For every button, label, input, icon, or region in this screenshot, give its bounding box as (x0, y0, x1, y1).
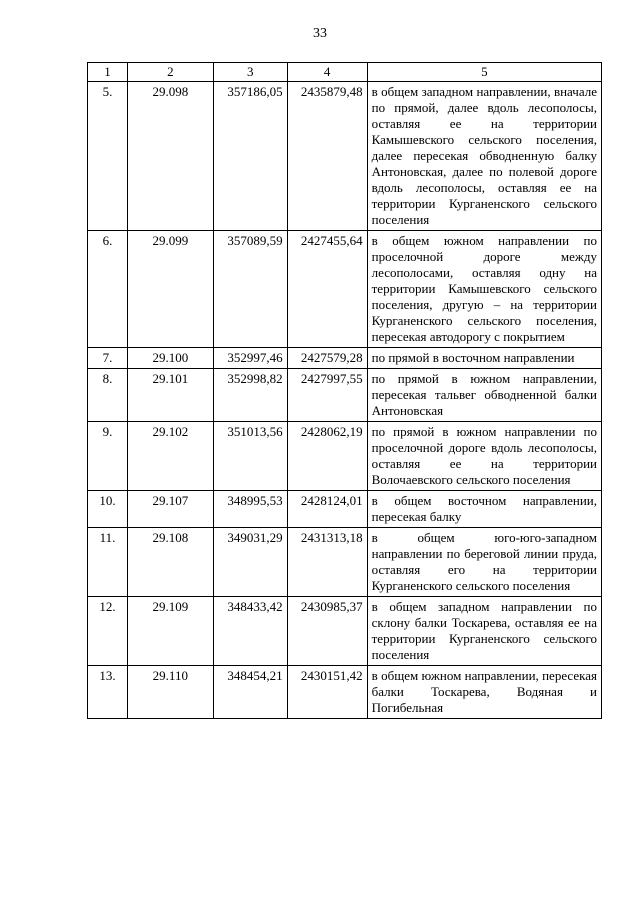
coordinate-y-cell: 2427997,55 (287, 369, 367, 422)
row-number-cell: 7. (88, 348, 128, 369)
description-cell: в общем восточном направлении, пересекая балку (367, 491, 601, 528)
coordinate-x-cell: 349031,29 (213, 528, 287, 597)
coordinate-x-cell: 352998,82 (213, 369, 287, 422)
coordinate-y-cell: 2428062,19 (287, 422, 367, 491)
description-cell: в общем юго-юго-западном направлении по береговой линии пруда, оставляя его на территории Курганенского сельского поселения (367, 528, 601, 597)
description-cell: по прямой в восточном направлении (367, 348, 601, 369)
coordinate-x-cell: 348433,42 (213, 597, 287, 666)
table-row (88, 422, 602, 491)
coordinate-x-cell: 357089,59 (213, 231, 287, 348)
table-row (88, 348, 602, 369)
coordinate-y-cell: 2435879,48 (287, 82, 367, 231)
coordinate-x-cell: 348454,21 (213, 666, 287, 719)
coordinate-y-cell: 2427455,64 (287, 231, 367, 348)
table-row (88, 666, 602, 719)
table-row (88, 82, 602, 231)
coordinate-x-cell: 352997,46 (213, 348, 287, 369)
point-code-cell: 29.107 (127, 491, 213, 528)
point-code-cell: 29.102 (127, 422, 213, 491)
description-cell: по прямой в южном направлении по проселочной дороге вдоль лесополосы, оставляя ее на территории Волочаевского сельского поселения (367, 422, 601, 491)
row-number-cell: 6. (88, 231, 128, 348)
column-header-4: 4 (287, 63, 367, 82)
coordinate-x-cell: 357186,05 (213, 82, 287, 231)
point-code-cell: 29.110 (127, 666, 213, 719)
description-cell: в общем южном направлении по проселочной дороге между лесополосами, оставляя одну на территории Камышевского сельского поселения, другую – на территории Курганенского сельского поселения, пересекая автодорогу с покрытием (367, 231, 601, 348)
column-header-2: 2 (127, 63, 213, 82)
coordinate-x-cell: 348995,53 (213, 491, 287, 528)
row-number-cell: 10. (88, 491, 128, 528)
row-number-cell: 9. (88, 422, 128, 491)
coordinate-y-cell: 2428124,01 (287, 491, 367, 528)
row-number-cell: 11. (88, 528, 128, 597)
description-cell: по прямой в южном направлении, пересекая тальвег обводненной балки Антоновская (367, 369, 601, 422)
description-cell: в общем южном направлении, пересекая балки Тоскарева, Водяная и Погибельная (367, 666, 601, 719)
coordinate-y-cell: 2431313,18 (287, 528, 367, 597)
table-row (88, 597, 602, 666)
row-number-cell: 12. (88, 597, 128, 666)
point-code-cell: 29.100 (127, 348, 213, 369)
table-row (88, 231, 602, 348)
table-row (88, 369, 602, 422)
page-number: 33 (313, 26, 327, 41)
boundary-table (87, 62, 602, 719)
column-header-3: 3 (213, 63, 287, 82)
column-header-5: 5 (367, 63, 601, 82)
point-code-cell: 29.098 (127, 82, 213, 231)
coordinate-y-cell: 2427579,28 (287, 348, 367, 369)
coordinate-y-cell: 2430985,37 (287, 597, 367, 666)
point-code-cell: 29.108 (127, 528, 213, 597)
table-body (88, 82, 602, 719)
description-cell: в общем западном направлении по склону балки Тоскарева, оставляя ее на территории Курганенского сельского поселения (367, 597, 601, 666)
row-number-cell: 13. (88, 666, 128, 719)
coordinate-y-cell: 2430151,42 (287, 666, 367, 719)
description-cell: в общем западном направлении, вначале по прямой, далее вдоль лесополосы, оставляя ее на территории Камышевского сельского поселения, далее пересекая обводненную балку Антоновская, далее по полевой дороге вдоль лесополосы, оставляя ее на территории Курганенского сельского поселения (367, 82, 601, 231)
row-number-cell: 5. (88, 82, 128, 231)
row-number-cell: 8. (88, 369, 128, 422)
table-row (88, 528, 602, 597)
coordinate-x-cell: 351013,56 (213, 422, 287, 491)
table-header-row (88, 63, 602, 82)
column-header-1: 1 (88, 63, 128, 82)
point-code-cell: 29.099 (127, 231, 213, 348)
point-code-cell: 29.101 (127, 369, 213, 422)
point-code-cell: 29.109 (127, 597, 213, 666)
table-row (88, 491, 602, 528)
